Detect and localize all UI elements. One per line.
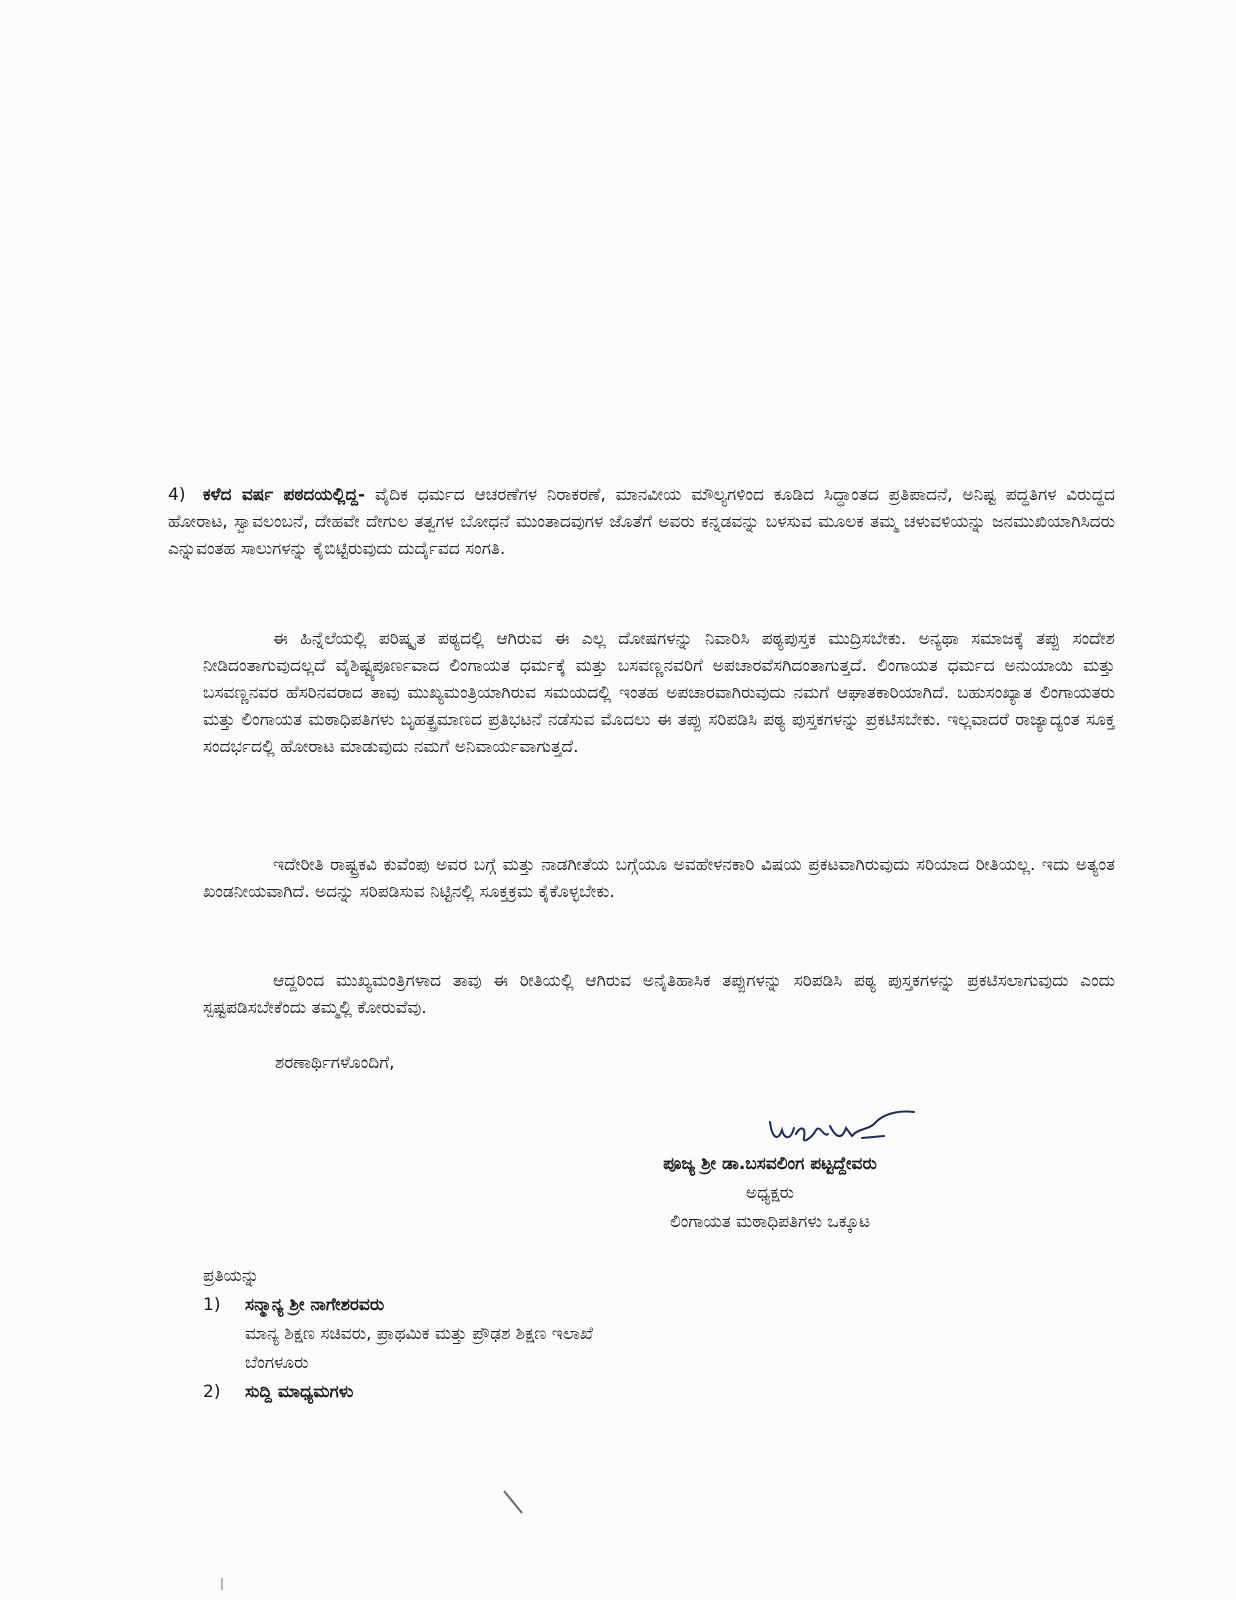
copy-to-item xyxy=(203,1378,903,1407)
scan-mark xyxy=(500,1487,530,1517)
signatory-role: ಅಧ್ಯಕ್ಷರು xyxy=(745,1183,795,1203)
point-lead: ಕಳೆದ ವರ್ಷ ಪಠದಯಲ್ಲಿದ್ದ- xyxy=(203,485,366,505)
point-text: ವೈದಿಕ ಧರ್ಮದ ಆಚರಣೆಗಳ ನಿರಾಕರಣೆ, ಮಾನವೀಯ ಮೌಲ್ಯಗಳಿಂದ ಕೂಡಿದ ಸಿದ್ಧಾಂತದ ಪ್ರತಿಪಾದನೆ, ಅನಿಷ್ಟ ಪದ್ಧತಿಗಳ ವಿರುದ್ಧದ ಹೋರಾಟ, ಸ್ವಾವಲಂಬನೆ, ದೇಹವೇ ದೇಗುಲ ತತ್ವಗಳ ಬೋಧನೆ ಮುಂತಾದವುಗಳ ಜೊತೆಗೆ ಅವರು ಕನ್ನಡವನ್ನು ಬಳಸುವ ಮೂಲಕ ತಮ್ಮ ಚಳುವಳಿಯನ್ನು ಜನಮುಖಿಯಾಗಿಸಿದರು ಎನ್ನುವಂತಹ ಸಾಲುಗಳನ್ನು ಕೈಬಿಟ್ಟಿರುವುದು ದುರ್ದೈವದ ಸಂಗತಿ. xyxy=(168,485,1115,559)
signatory-organization: ಲಿಂಗಾಯತ ಮಠಾಧಿಪತಿಗಳು ಒಕ್ಕೂಟ xyxy=(669,1212,871,1232)
paragraph-demand: ಈ ಹಿನ್ನೆಲೆಯಲ್ಲಿ ಪರಿಷ್ಕೃತ ಪಠ್ಯದಲ್ಲಿ ಆಗಿರುವ ಈ ಎಲ್ಲ ದೋಷಗಳನ್ನು ನಿವಾರಿಸಿ ಪಠ್ಯಪುಸ್ತಕ ಮುದ್ರಿಸಬೇಕು. ಅನ್ಯಥಾ ಸಮಾಜಕ್ಕೆ ತಪ್ಪು ಸಂದೇಶ ನೀಡಿದಂತಾಗುವುದಲ್ಲದೆ ವೈಶಿಷ್ಟ್ಯಪೂರ್ಣವಾದ ಲಿಂಗಾಯತ ಧರ್ಮಕ್ಕೆ ಮತ್ತು ಬಸವಣ್ಣನವರಿಗೆ ಅಪಚಾರವೆಸಗಿದಂತಾಗುತ್ತದೆ. ಲಿಂಗಾಯತ ಧರ್ಮದ ಅನುಯಾಯಿ ಮತ್ತು ಬಸವಣ್ಣನವರ ಹೆಸರಿನವರಾದ ತಾವು ಮುಖ್ಯಮಂತ್ರಿಯಾಗಿರುವ ಸಮಯದಲ್ಲಿ ಇಂತಹ ಅಪಚಾರವಾಗಿರುವುದು ನಮಗೆ ಆಘಾತಕಾರಿಯಾಗಿದೆ. ಬಹುಸಂಖ್ಯಾತ ಲಿಂಗಾಯತರು ಮತ್ತು ಲಿಂಗಾಯತ ಮಠಾಧಿಪತಿಗಳು ಬೃಹತ್ಪ್ರಮಾಣದ ಪ್ರತಿಭಟನೆ ನಡೆಸುವ ಮೊದಲು ಈ ತಪ್ಪು ಸರಿಪಡಿಸಿ ಪಠ್ಯ ಪುಸ್ತಕಗಳನ್ನು ಪ್ರಕಟಿಸಬೇಕು. ಇಲ್ಲವಾದರೆ ರಾಜ್ಯಾದ್ಯಂತ ಸೂಕ್ತ ಸಂದರ್ಭದಲ್ಲಿ ಹೋರಾಟ ಮಾಡುವುದು ನಮಗೆ ಅನಿವಾರ್ಯವಾಗುತ್ತದೆ. xyxy=(203,629,1115,757)
copy-item-name: ಸುದ್ದಿ ಮಾಧ್ಯಮಗಳು xyxy=(245,1382,354,1402)
paragraph-point-4 xyxy=(168,482,1115,563)
copy-item-detail: ಮಾನ್ಯ ಶಿಕ್ಷಣ ಸಚಿವರು, ಪ್ರಾಥಮಿಕ ಮತ್ತು ಪ್ರೌಢಶ ಶಿಕ್ಷಣ ಇಲಾಖೆ xyxy=(245,1324,593,1344)
handwritten-signature xyxy=(766,1108,936,1152)
point-number: 4) xyxy=(168,485,186,505)
copy-item-location: ಬೆಂಗಳೂರು xyxy=(245,1353,309,1373)
signature-block xyxy=(610,1150,930,1237)
scan-mark xyxy=(220,1578,224,1590)
paragraph-request: ಆದ್ದರಿಂದ ಮುಖ್ಯಮಂತ್ರಿಗಳಾದ ತಾವು ಈ ರೀತಿಯಲ್ಲಿ ಆಗಿರುವ ಅನೈತಿಹಾಸಿಕ ತಪ್ಪುಗಳನ್ನು ಸರಿಪಡಿಸಿ ಪಠ್ಯ ಪುಸ್ತಕಗಳನ್ನು ಪ್ರಕಟಿಸಲಾಗುವುದು ಎಂದು ಸ್ಪಷ್ಟಪಡಿಸಬೇಕೆಂದು ತಮ್ಮಲ್ಲಿ ಕೋರುವೆವು. xyxy=(203,971,1115,1018)
closing-salutation: ಶರಣಾರ್ಥಿಗಳೊಂದಿಗೆ, xyxy=(275,1053,395,1073)
signatory-name: ಪೂಜ್ಯ ಶ್ರೀ ಡಾ.ಬಸವಲಿಂಗ ಪಟ್ಟದ್ದೇವರು xyxy=(663,1154,877,1174)
paragraph-kuvempu: ಇದೇರೀತಿ ರಾಷ್ಟ್ರಕವಿ ಕುವೆಂಪು ಅವರ ಬಗ್ಗೆ ಮತ್ತು ನಾಡಗೀತೆಯ ಬಗ್ಗೆಯೂ ಅವಹೇಳನಕಾರಿ ವಿಷಯ ಪ್ರಕಟವಾಗಿರುವುದು ಸರಿಯಾದ ರೀತಿಯಲ್ಲ. ಇದು ಅತ್ಯಂತ ಖಂಡನೀಯವಾಗಿದೆ. ಅದನ್ನು ಸರಿಪಡಿಸುವ ನಿಟ್ಟಿನಲ್ಲಿ ಸೂಕ್ತಕ್ರಮ ಕೈಕೊಳ್ಳಬೇಕು. xyxy=(203,855,1115,902)
copy-item-name: ಸನ್ಮಾನ್ಯ ಶ್ರೀ ನಾಗೇಶರವರು xyxy=(245,1295,385,1315)
copy-to-title: ಪ್ರತಿಯನ್ನು xyxy=(203,1266,260,1286)
copy-to-item xyxy=(203,1291,903,1320)
copy-item-number: 2) xyxy=(203,1382,221,1402)
copy-item-number: 1) xyxy=(203,1295,221,1315)
copy-to-section xyxy=(203,1262,903,1407)
